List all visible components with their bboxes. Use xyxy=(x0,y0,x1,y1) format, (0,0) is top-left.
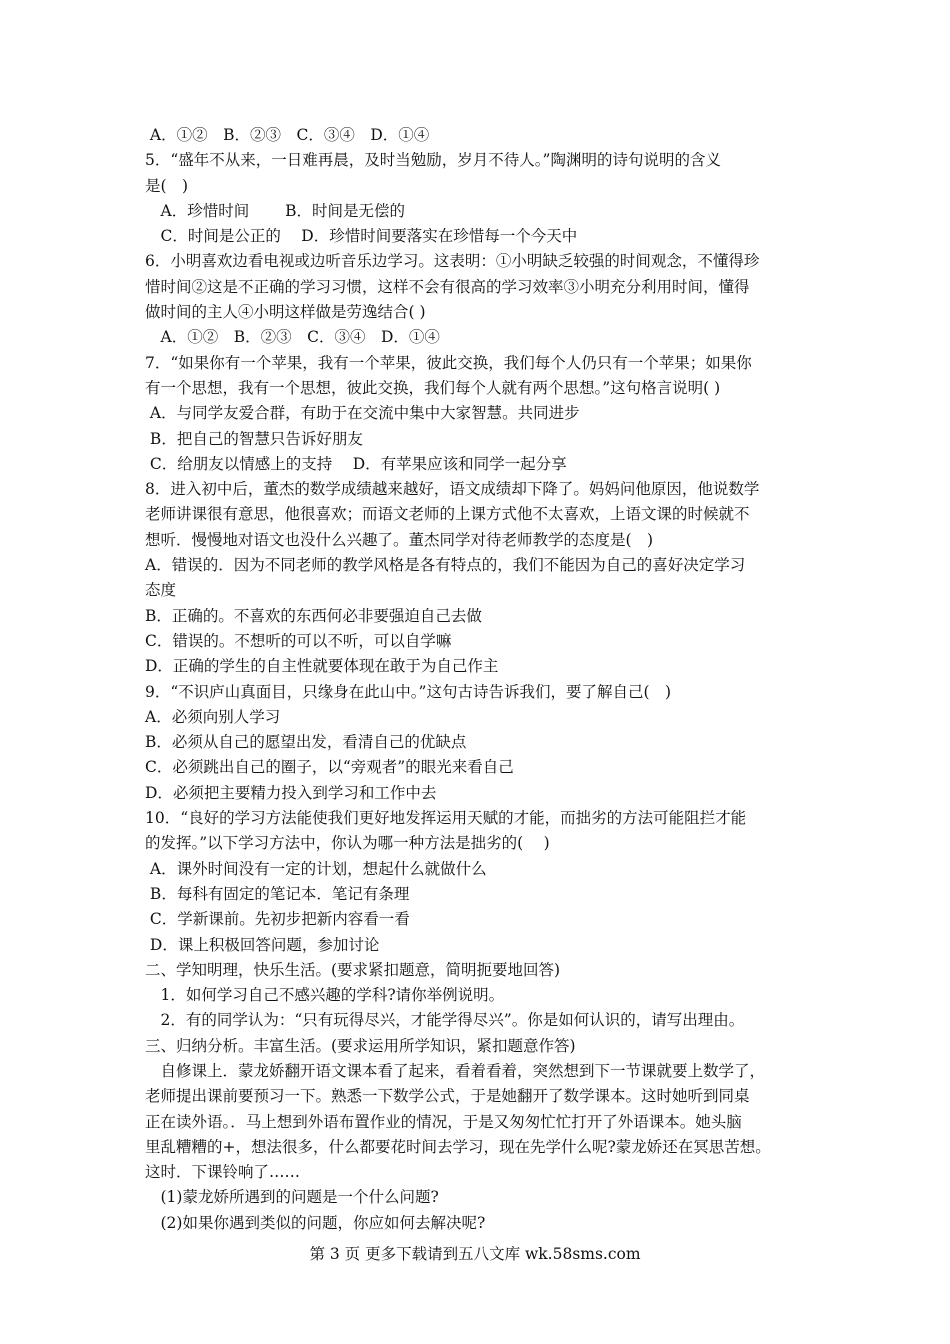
text-line: 态度 xyxy=(145,581,177,600)
text-line: C．给朋友以情感上的支持 D．有苹果应该和同学一起分享 xyxy=(145,454,567,473)
text-line: 7．“如果你有一个苹果，我有一个苹果，彼此交换，我们每个人仍只有一个苹果；如果你 xyxy=(145,353,752,372)
text-line: B．必须从自己的愿望出发，看清自己的优缺点 xyxy=(145,733,467,752)
text-line: 这时．下课铃响了…… xyxy=(145,1163,301,1182)
text-line: 里乱糟糟的+，想法很多，什么都要花时间去学习，现在先学什么呢?蒙龙娇还在冥思苦想。 xyxy=(145,1137,771,1156)
text-line: 2．有的同学认为：“只有玩得尽兴，才能学得尽兴”。你是如何认识的，请写出理由。 xyxy=(145,1011,745,1030)
text-line: 8．进入初中后，董杰的数学成绩越来越好，语文成绩却下降了。妈妈问他原因，他说数学 xyxy=(145,480,760,499)
text-line: B．正确的。不喜欢的东西何必非要强迫自己去做 xyxy=(145,606,482,625)
text-line: (1)蒙龙娇所遇到的问题是一个什么问题? xyxy=(145,1188,439,1207)
text-line: 正在读外语。．马上想到外语布置作业的情况，于是又匆匆忙忙打开了外语课本。她头脑 xyxy=(145,1112,742,1131)
text-line: 9．“不识庐山真面目，只缘身在此山中。”这句古诗告诉我们，要了解自己( ) xyxy=(145,682,672,701)
text-line: 惜时间②这是不正确的学习习惯，这样不会有很高的学习效率③小明充分利用时间，懂得 xyxy=(145,277,750,296)
text-line: (2)如果你遇到类似的问题，你应如何去解决呢? xyxy=(145,1213,486,1232)
text-line: 1．如何学习自己不感兴趣的学科?请你举例说明。 xyxy=(145,986,505,1005)
text-line: A．①② B．②③ C．③④ D．①④ xyxy=(145,126,430,144)
text-line: D．正确的学生的自主性就要体现在敢于为自己作主 xyxy=(145,657,499,676)
text-line: A．错误的．因为不同老师的教学风格是各有特点的，我们不能因为自己的喜好决定学习 xyxy=(145,556,746,575)
text-line: 的发挥。”以下学习方法中，你认为哪一种方法是拙劣的( ) xyxy=(145,834,550,853)
text-line: 老师提出课前要预习一下。熟悉一下数学公式，于是她翻开了数学课本。这时她听到同桌 xyxy=(145,1087,750,1106)
text-line: 6．小明喜欢边看电视或边听音乐边学习。这表明：①小明缺乏较强的时间观念，不懂得珍 xyxy=(145,252,760,271)
text-line: 是( ) xyxy=(145,176,189,195)
text-line: 有一个思想，我有一个思想，彼此交换，我们每个人就有两个思想。”这句格言说明( ) xyxy=(145,378,721,397)
text-line: 老师讲课很有意思，他很喜欢；而语文老师的上课方式他不太喜欢，上语文课的时候就不 xyxy=(145,505,750,524)
text-line: A．①② B．②③ C．③④ D．①④ xyxy=(145,328,440,347)
text-line: B．把自己的智慧只告诉好朋友 xyxy=(145,429,363,448)
text-line: 二、学知明理，快乐生活。(要求紧扣题意，简明扼要地回答) xyxy=(145,960,561,979)
text-line: 10．“良好的学习方法能使我们更好地发挥运用天赋的才能，而拙劣的方法可能阻拦才能 xyxy=(145,809,747,828)
text-line: 5．“盛年不从来，一日难再晨，及时当勉励，岁月不待人。”陶渊明的诗句说明的含义 xyxy=(145,151,721,170)
text-line: C．学新课前。先初步把新内容看一看 xyxy=(145,910,410,929)
text-line: D．课上积极回答问题，参加讨论 xyxy=(145,935,380,954)
text-line: 想听．慢慢地对语文也没什么兴趣了。董杰同学对待老师教学的态度是( ) xyxy=(145,530,654,549)
text-line: B．每科有固定的笔记本．笔记有条理 xyxy=(145,884,410,903)
text-line: A．课外时间没有一定的计划，想起什么就做什么 xyxy=(145,859,487,878)
text-line: D．必须把主要精力投入到学习和工作中去 xyxy=(145,783,437,802)
question-text-block xyxy=(145,123,825,1236)
text-line: C．错误的。不想听的可以不听，可以自学嘛 xyxy=(145,631,452,650)
text-line: A．必须向别人学习 xyxy=(145,707,281,726)
text-line: C．时间是公正的 D．珍惜时间要落实在珍惜每一个今天中 xyxy=(145,227,578,246)
text-line: A．与同学友爱合群，有助于在交流中集中大家智慧。共同进步 xyxy=(145,404,580,423)
text-line: 做时间的主人④小明这样做是劳逸结合( ) xyxy=(145,303,426,322)
text-line: 自修课上．蒙龙娇翻开语文课本看了起来，看着看着，突然想到下一节课就要上数学了， xyxy=(145,1061,766,1080)
text-line: C．必须跳出自己的圈子，以“旁观者”的眼光来看自己 xyxy=(145,758,514,777)
page-footer: 第 3 页 更多下载请到五八文库 wk.58sms.com xyxy=(309,1245,641,1263)
text-line: A．珍惜时间 B．时间是无偿的 xyxy=(145,201,406,220)
text-line: 三、归纳分析。丰富生活。(要求运用所学知识，紧扣题意作答) xyxy=(145,1036,576,1055)
